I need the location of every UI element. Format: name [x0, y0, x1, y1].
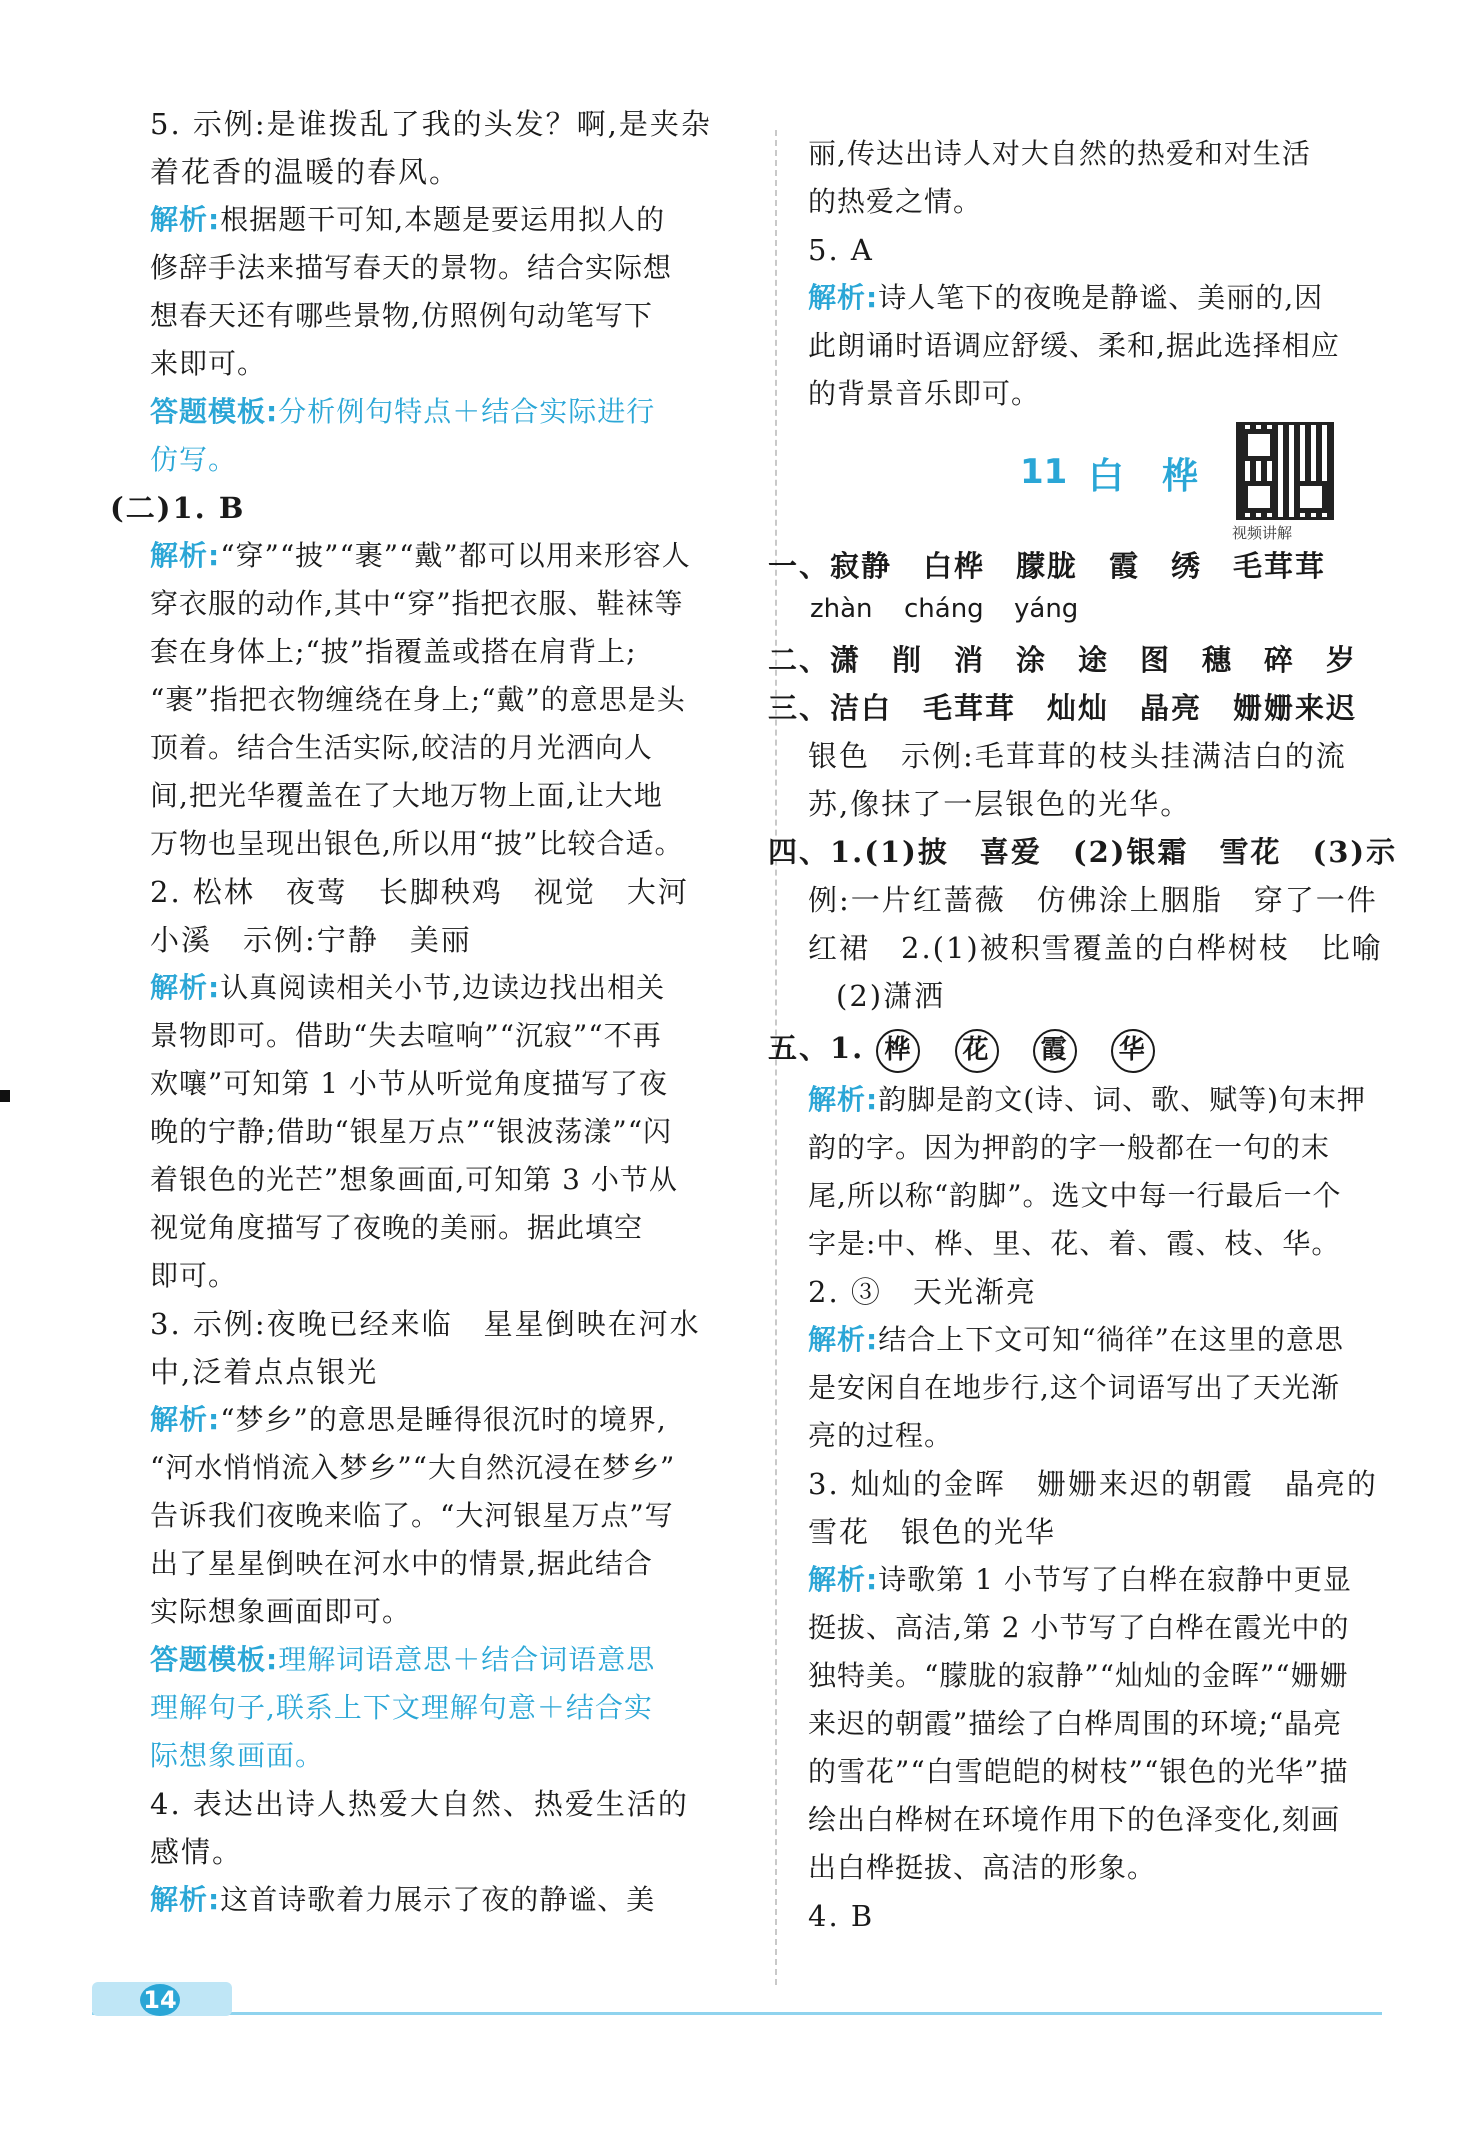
analysis-text: 绘出白桦树在环境作用下的色泽变化,刻画 [808, 1803, 1340, 1836]
q3-answer-line2: 中,泛着点点银光 [150, 1355, 379, 1389]
template-text: 际想象画面。 [150, 1739, 325, 1772]
analysis-text: 丽,传达出诗人对大自然的热爱和对生活 [808, 137, 1311, 170]
analysis-text: 想春天还有哪些景物,仿照例句动笔写下 [150, 299, 653, 332]
analysis-text: 字是:中、桦、里、花、着、霞、枝、华。 [808, 1227, 1341, 1260]
analysis-text: 的雪花”“白雪皑皑的树枝”“银色的光华”描 [808, 1755, 1349, 1788]
q4-answer-line2: 感情。 [150, 1835, 244, 1869]
analysis-text: 出白桦挺拔、高洁的形象。 [808, 1851, 1157, 1884]
analysis-text: “裹”指把衣物缠绕在身上;“戴”的意思是头 [150, 683, 686, 716]
analysis-text: 景物即可。借助“失去喧响”“沉寂”“不再 [150, 1019, 662, 1052]
template-label: 答题模板: [150, 395, 279, 428]
analysis-block-3 [150, 964, 740, 1012]
analysis-text: 着银色的光芒”想象画面,可知第 3 小节从 [150, 1163, 678, 1196]
analysis-text: 欢嚷”可知第 1 小节从听觉角度描写了夜 [150, 1067, 668, 1100]
analysis-text: 是安闲自在地步行,这个词语写出了天光渐 [808, 1371, 1340, 1404]
q3-answer-line2: 雪花 银色的光华 [808, 1515, 1057, 1549]
circled-char: 花 [955, 1029, 999, 1073]
template-block-1 [150, 388, 740, 436]
analysis-text: 韵的字。因为押韵的字一般都在一句的末 [808, 1131, 1331, 1164]
analysis-text: 韵脚是韵文(诗、词、歌、赋等)句末押 [878, 1083, 1367, 1116]
analysis-label: 解析: [808, 1323, 879, 1356]
template-text: 理解句子,联系上下文理解句意＋结合实 [150, 1691, 653, 1724]
lesson-heading [808, 422, 1420, 542]
q3-answer-line1: 3. 灿灿的金晖 姗姗来迟的朝霞 晶亮的 [808, 1467, 1378, 1501]
margin-mark [0, 1090, 10, 1102]
analysis-text: “河水悄悄流入梦乡”“大自然沉浸在梦乡” [150, 1451, 676, 1484]
analysis-block-r4 [808, 1556, 1420, 1604]
analysis-text: 套在身体上;“披”指覆盖或搭在肩背上; [150, 635, 637, 668]
analysis-block-r3 [808, 1316, 1420, 1364]
analysis-text: 出了星星倒映在河水中的情景,据此结合 [150, 1547, 653, 1580]
analysis-text: 穿衣服的动作,其中“穿”指把衣服、鞋袜等 [150, 587, 684, 620]
analysis-block-2 [150, 532, 740, 580]
analysis-text: 挺拔、高洁,第 2 小节写了白桦在霞光中的 [808, 1611, 1350, 1644]
q5-answer-line2: 着花香的温暖的春风。 [150, 155, 461, 189]
analysis-block-r1 [808, 274, 1420, 322]
section-5-label: 五、1. [768, 1031, 865, 1065]
analysis-label: 解析: [150, 971, 221, 1004]
analysis-text: 间,把光华覆盖在了大地万物上面,让大地 [150, 779, 663, 812]
q4-answer-line1: 4. 表达出诗人热爱大自然、热爱生活的 [150, 1787, 689, 1821]
q5-answer-line1: 5. 示例:是谁拨乱了我的头发？啊,是夹杂 [150, 107, 712, 141]
analysis-text: 诗歌第 1 小节写了白桦在寂静中更显 [878, 1563, 1352, 1596]
analysis-text: 来迟的朝霞”描绘了白桦周围的环境;“晶亮 [808, 1707, 1343, 1740]
section-2-answers: 二、潇 削 消 涂 途 图 穗 碎 岁 [768, 643, 1358, 677]
section-4-line4: (2)潇洒 [836, 979, 946, 1013]
analysis-text: 这首诗歌着力展示了夜的静谧、美 [220, 1883, 656, 1916]
section-4-line1: 四、1.(1)披 喜爱 (2)银霜 雪花 (3)示 [768, 835, 1398, 869]
analysis-label: 解析: [808, 1083, 879, 1116]
analysis-text: 视觉角度描写了夜晚的美丽。据此填空 [150, 1211, 644, 1244]
circled-char: 霞 [1033, 1029, 1077, 1073]
left-column [110, 100, 740, 1924]
analysis-text: 认真阅读相关小节,边读边找出相关 [220, 971, 666, 1004]
analysis-text: 修辞手法来描写春天的景物。结合实际想 [150, 251, 673, 284]
circled-char: 桦 [876, 1029, 920, 1073]
qr-code-icon[interactable] [1236, 422, 1334, 520]
analysis-text: “穿”“披”“裹”“戴”都可以用来形容人 [220, 539, 691, 572]
section-3-line3: 苏,像抹了一层银色的光华。 [808, 787, 1192, 821]
analysis-text: 顶着。结合生活实际,皎洁的月光洒向人 [150, 731, 653, 764]
q2-answer: 2. ③ 天光渐亮 [808, 1275, 1037, 1309]
circled-char: 华 [1111, 1029, 1155, 1073]
analysis-label: 解析: [150, 539, 221, 572]
analysis-text: 独特美。“朦胧的寂静”“灿灿的金晖”“姗姗 [808, 1659, 1349, 1692]
analysis-label: 解析: [150, 1883, 221, 1916]
template-text: 理解词语意思＋结合词语意思 [278, 1643, 656, 1676]
analysis-block-r2 [808, 1076, 1420, 1124]
analysis-block-1 [150, 196, 740, 244]
template-label: 答题模板: [150, 1643, 279, 1676]
analysis-text: 的背景音乐即可。 [808, 377, 1041, 410]
analysis-label: 解析: [808, 1563, 879, 1596]
pinyin: cháng [904, 594, 984, 624]
pinyin: yáng [1014, 594, 1079, 624]
analysis-text: “梦乡”的意思是睡得很沉时的境界, [220, 1403, 667, 1436]
section-5-heading [768, 1020, 1420, 1076]
analysis-text: 来即可。 [150, 347, 267, 380]
qr-caption: 视频讲解 [1232, 524, 1293, 542]
template-text: 仿写。 [150, 443, 238, 476]
analysis-text: 晚的宁静;借助“银星万点”“银波荡漾”“闪 [150, 1115, 673, 1148]
q2-answer-line2: 小溪 示例:宁静 美丽 [150, 923, 472, 957]
analysis-label: 解析: [150, 1403, 221, 1436]
analysis-text: 此朗诵时语调应舒缓、柔和,据此选择相应 [808, 329, 1340, 362]
section-3-line1: 三、洁白 毛茸茸 灿灿 晶亮 姗姗来迟 [768, 691, 1358, 725]
analysis-text: 的热爱之情。 [808, 185, 983, 218]
analysis-label: 解析: [150, 203, 221, 236]
analysis-text: 实际想象画面即可。 [150, 1595, 412, 1628]
section-2-heading: (二)1. B [110, 491, 246, 525]
template-block-2 [150, 1636, 740, 1684]
analysis-text: 即可。 [150, 1259, 238, 1292]
analysis-text: 告诉我们夜晚来临了。“大河银星万点”写 [150, 1499, 674, 1532]
analysis-text: 诗人笔下的夜晚是静谧、美丽的,因 [878, 281, 1324, 314]
section-3-line2: 银色 示例:毛茸茸的枝头挂满洁白的流 [808, 739, 1347, 773]
analysis-label: 解析: [808, 281, 879, 314]
section-4-line2: 例:一片红蔷薇 仿佛涂上胭脂 穿了一件 [808, 883, 1378, 917]
analysis-text: 亮的过程。 [808, 1419, 954, 1452]
analysis-text: 尾,所以称“韵脚”。选文中每一行最后一个 [808, 1179, 1342, 1212]
pinyin-row [808, 590, 1420, 636]
right-column [768, 130, 1420, 1940]
page-number: 14 [140, 1984, 180, 2016]
q3-answer-line1: 3. 示例:夜晚已经来临 星星倒映在河水 [150, 1307, 701, 1341]
analysis-block-4 [150, 1396, 740, 1444]
q5-answer: 5. A [808, 233, 874, 267]
q4-answer: 4. B [808, 1899, 875, 1933]
analysis-text: 结合上下文可知“徜徉”在这里的意思 [878, 1323, 1344, 1356]
template-text: 分析例句特点＋结合实际进行 [278, 395, 656, 428]
analysis-text: 根据题干可知,本题是要运用拟人的 [220, 203, 666, 236]
footer-rule [92, 2012, 1382, 2015]
lesson-title: 白桦 [1088, 456, 1237, 497]
section-4-line3: 红裙 2.(1)被积雪覆盖的白桦树枝 比喻 [808, 931, 1383, 965]
lesson-number: 11 [1020, 452, 1068, 492]
pinyin: zhàn [810, 594, 873, 624]
analysis-block-5 [150, 1876, 740, 1924]
analysis-text: 万物也呈现出银色,所以用“披”比较合适。 [150, 827, 684, 860]
section-1-answers: 一、寂静 白桦 朦胧 霞 绣 毛茸茸 [768, 549, 1327, 583]
q2-answer-line1: 2. 松林 夜莺 长脚秧鸡 视觉 大河 [150, 875, 689, 909]
